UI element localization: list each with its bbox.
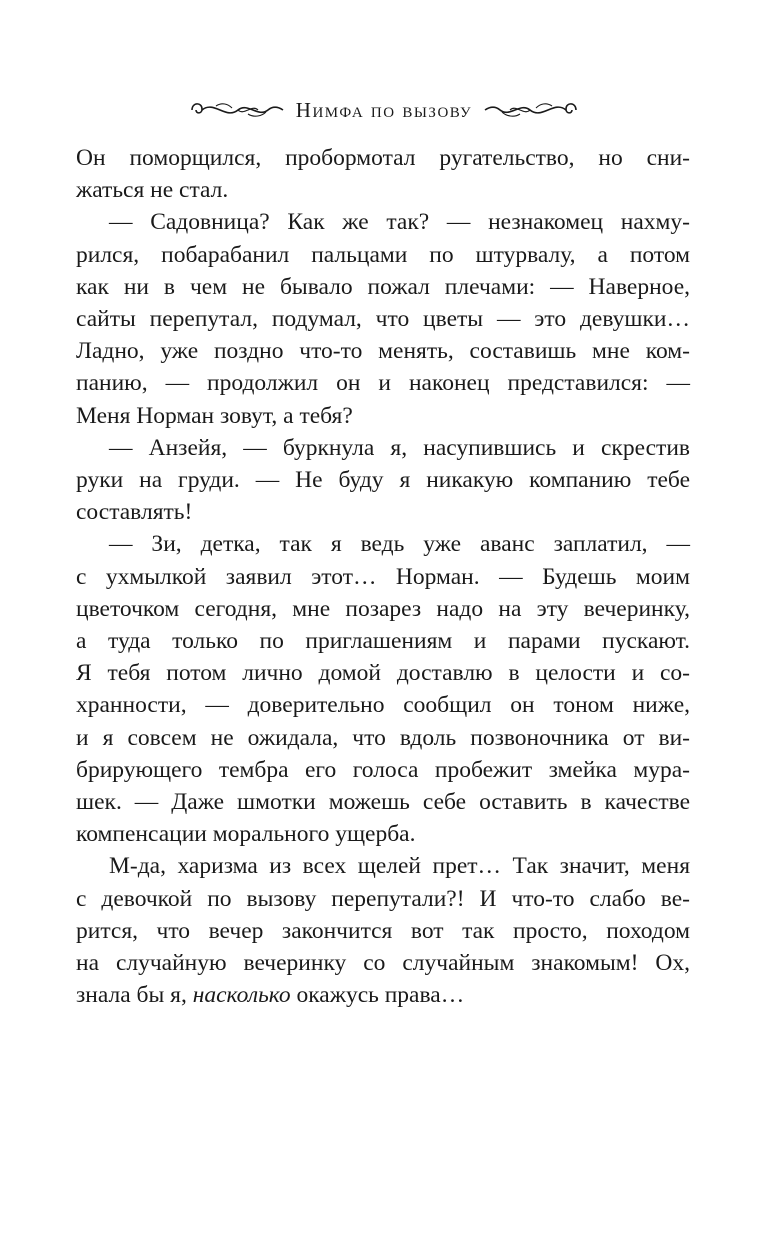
text-line: составлять! — [76, 499, 193, 526]
running-head — [0, 92, 768, 128]
paragraph — [76, 850, 690, 1011]
text-line: на случайную вечеринку со случайным знакомым! Ох, — [76, 950, 690, 977]
text-line: рится, что вечер закончится вот так просто, походом — [76, 917, 690, 944]
text-line: с девочкой по вызову перепутали?! И что-то слабо ве- — [76, 885, 690, 912]
text-line: Меня Норман зовут, а тебя? — [76, 402, 353, 429]
paragraph — [76, 528, 690, 850]
flourish-right-icon — [482, 96, 580, 124]
text-line: жаться не стал. — [76, 177, 229, 204]
paragraph — [76, 142, 690, 206]
text-line: М-да, харизма из всех щелей прет… Так значит, меня — [109, 853, 690, 880]
text-line: сайты перепутал, подумал, что цветы — это девушки… — [76, 306, 690, 333]
text-line: и я совсем не ожидала, что вдоль позвоночника от ви- — [76, 724, 690, 751]
text-fragment: окажусь права… — [290, 982, 465, 1009]
text-line: Он поморщился, пробормотал ругательство, но сни- — [76, 145, 690, 171]
paragraph — [76, 432, 690, 529]
text-line: как ни в чем не бывало пожал плечами: — Наверное, — [76, 273, 690, 300]
emphasis-text: насколько — [192, 982, 291, 1009]
body-text — [76, 142, 690, 1011]
text-line: — Зи, детка, так я ведь уже аванс заплатил, — — [109, 531, 690, 558]
text-line: с ухмылкой заявил этот… Норман. — Будешь моим — [76, 563, 690, 590]
flourish-left-icon — [188, 96, 286, 124]
text-line: панию, — продолжил он и наконец представился: — — [76, 370, 690, 397]
text-line: компенсации морального ущерба. — [76, 821, 416, 848]
running-title: Нимфа по вызову — [295, 97, 473, 122]
text-line: цветочком сегодня, мне позарез надо на эту вечеринку, — [76, 595, 690, 622]
text-line: а туда только по приглашениям и парами пускают. — [76, 628, 690, 655]
text-line: хранности, — доверительно сообщил он тоном ниже, — [76, 692, 690, 719]
text-line: — Анзейя, — буркнула я, насупившись и скрестив — [109, 434, 690, 461]
text-line: брирующего тембра его голоса пробежит змейка мура- — [76, 756, 690, 783]
text-line: руки на груди. — Не буду я никакую компанию тебе — [76, 467, 690, 494]
text-line: Я тебя потом лично домой доставлю в целости и со- — [76, 660, 690, 687]
text-line: Ладно, уже поздно что-то менять, составишь мне ком- — [76, 338, 690, 365]
text-line-final — [76, 979, 690, 1011]
text-line: шек. — Даже шмотки можешь себе оставить в качестве — [76, 789, 690, 816]
text-line: рился, побарабанил пальцами по штурвалу, а потом — [76, 241, 690, 268]
paragraph — [76, 206, 690, 431]
text-fragment: знала бы я, — [76, 982, 193, 1009]
text-line: — Садовница? Как же так? — незнакомец нахму- — [109, 209, 690, 236]
